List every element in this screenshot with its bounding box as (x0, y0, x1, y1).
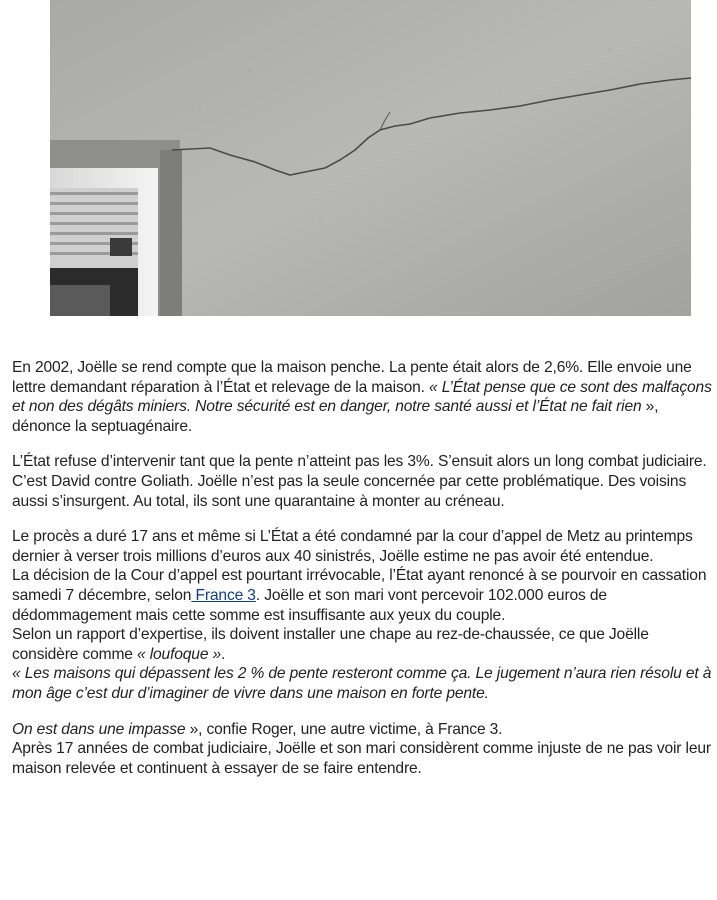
paragraph-3: Le procès a duré 17 ans et même si L’État a été condamné par la cour d’appel de Metz au printemps dernier à verser trois millions d’euros aux 40 sinistrés, Joëlle estime ne pas avoir été entendue. (12, 528, 693, 565)
paragraph-7 (12, 720, 717, 740)
paragraph-6 (12, 664, 717, 703)
paragraph-text: . Joëlle et son mari vont percevoir 102.000 euros de dédommagement mais cette somme est insuffisante aux yeux du couple. (12, 586, 607, 624)
paragraph-text: Selon un rapport d’expertise, ils doivent installer une chape au rez-de-chaussée, ce que Joëlle considère comme (12, 626, 649, 663)
paragraph-text: La décision de la Cour d’appel est pourtant irrévocable, l’État ayant renoncé à se pourvoir en cassation samedi 7 décembre, selon (12, 567, 707, 604)
paragraph-1 (12, 358, 717, 436)
paragraph-5 (12, 625, 717, 664)
paragraph-text: . (221, 645, 226, 663)
quote-text: « L’État pense que ce sont des malfaçons et non des dégâts miniers. Notre sécurité est en danger, notre santé aussi et l’État ne fait rien (12, 378, 712, 416)
france3-link[interactable]: France 3 (191, 586, 256, 604)
article-photo (50, 0, 691, 316)
paragraph-8: Après 17 années de combat judiciaire, Joëlle et son mari considèrent comme injuste de ne pas voir leur maison relevée et continuent à essayer de se faire entendre. (12, 740, 711, 777)
article-body (12, 358, 717, 778)
paragraph-2: L’État refuse d’intervenir tant que la pente n’atteint pas les 3%. S’ensuit alors un long combat judiciaire. C’est David contre Goliath. Joëlle n’est pas la seule concernée par cette problématique. Des voisins aussi s’insurgent. Au total, ils sont une quarantaine à monter au créneau. (12, 453, 707, 510)
quote-text: « loufoque » (137, 645, 222, 663)
paragraph-text: », dénonce la septuagénaire. (12, 398, 659, 435)
quote-text: On est dans une impasse (12, 720, 186, 738)
quote-text: « Les maisons qui dépassent les 2 % de pente resteront comme ça. Le jugement n’aura rien résolu et à mon âge c’est dur d’imaginer de vivre dans une maison en forte pente. (12, 665, 712, 702)
wall-crack-photo-icon (50, 0, 691, 316)
paragraph-text: En 2002, Joëlle se rend compte que la maison penche. La pente était alors de 2,6%. Elle envoie une lettre demandant réparation à l’État et relevage de la maison. (12, 359, 692, 396)
paragraph-text: », confie Roger, une autre victime, à France 3. (185, 720, 503, 738)
paragraph-4 (12, 566, 717, 625)
